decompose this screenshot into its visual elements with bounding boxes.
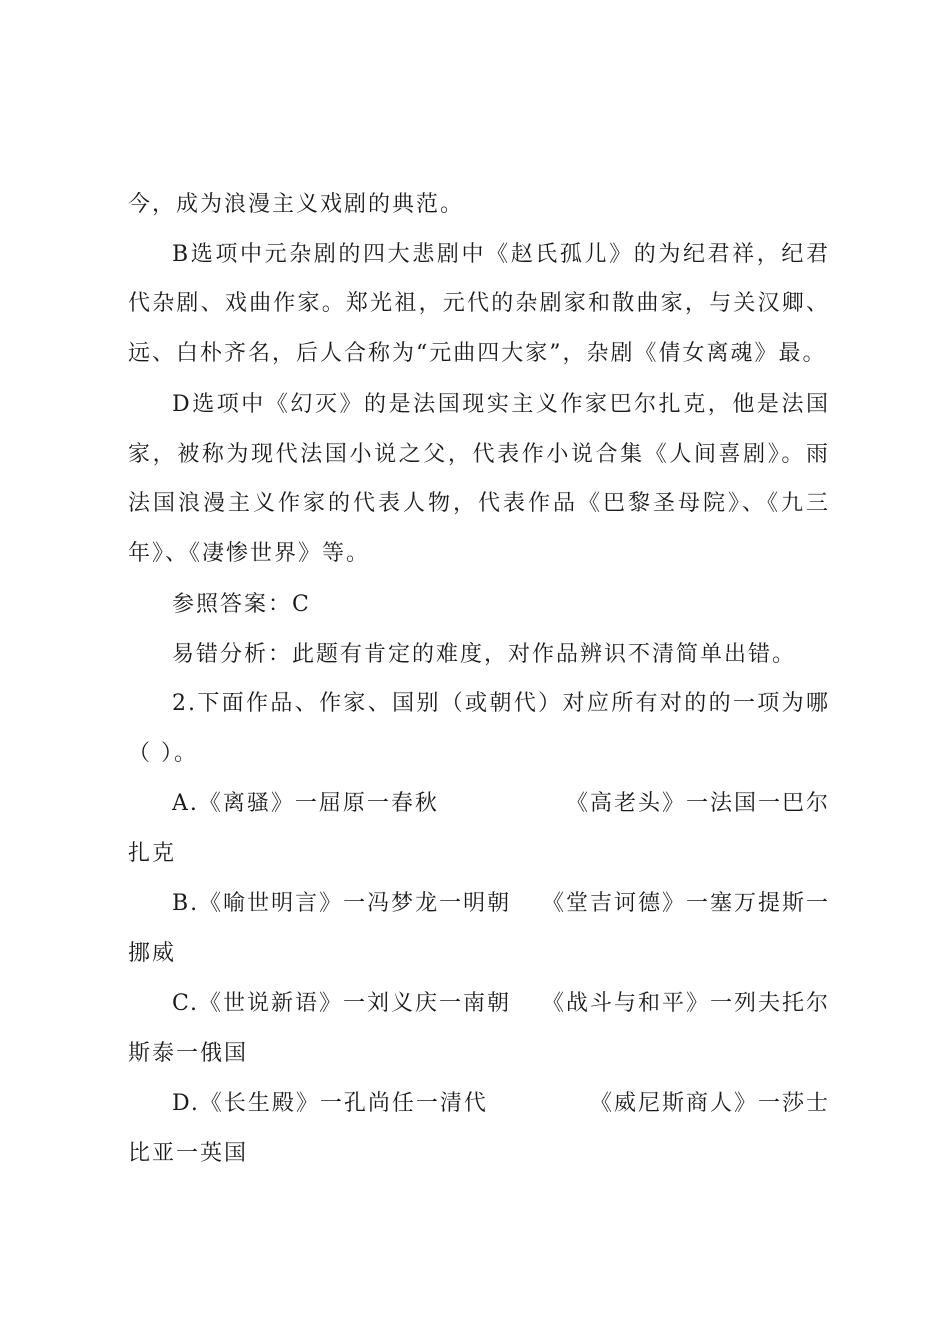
- option-a-right: 《高老头》一法国一巴尔: [565, 791, 830, 816]
- option-b: [0, 879, 950, 929]
- option-c: [0, 979, 950, 1029]
- paragraph-line: 年》、《凄惨世界》等。: [128, 541, 371, 566]
- paragraph-line: 法国浪漫主义作家的代表人物，代表作品《巴黎圣母院》、《九三: [128, 491, 830, 516]
- option-d-continuation: 比亚一英国: [128, 1141, 249, 1166]
- option-c-right: 《战斗与和平》一列夫托尔: [541, 991, 830, 1016]
- question-stem: 2.下面作品、作家、国别（或朝代）对应所有对的的一项为哪: [172, 691, 830, 716]
- option-c-continuation: 斯泰一俄国: [128, 1041, 249, 1066]
- reference-answer: 参照答案：C: [172, 592, 311, 617]
- paragraph-line: 今，成为浪漫主义戏剧的典范。: [128, 192, 465, 217]
- question-stem: （ ）。: [128, 741, 198, 766]
- option-a-left: A.《离骚》一屈原一春秋: [172, 791, 439, 816]
- option-d: [0, 1079, 950, 1129]
- paragraph-line: 家，被称为现代法国小说之父，代表作小说合集《人间喜剧》。雨: [128, 442, 830, 467]
- option-d-right: 《威尼斯商人》一莎士: [589, 1091, 830, 1116]
- option-c-left: C.《世说新语》一刘义庆一南朝: [172, 991, 512, 1016]
- paragraph-line: 远、白朴齐名，后人合称为“元曲四大家”，杂剧《倩女离魂》最。: [128, 341, 827, 366]
- paragraph-line: 代杂剧、戏曲作家。郑光祖，元代的杂剧家和散曲家，与关汉卿、: [128, 291, 830, 316]
- paragraph-line: B选项中元杂剧的四大悲剧中《赵氏孤儿》的为纪君祥，纪君: [172, 242, 830, 267]
- option-d-left: D.《长生殿》一孔尚任一清代: [172, 1091, 488, 1116]
- option-b-right: 《堂吉诃德》一塞万提斯一: [541, 891, 830, 916]
- option-b-left: B.《喻世明言》一冯梦龙一明朝: [172, 891, 512, 916]
- option-a-continuation: 扎克: [128, 841, 177, 866]
- option-b-continuation: 挪威: [128, 941, 177, 966]
- option-a: [0, 779, 950, 829]
- error-analysis: 易错分析：此题有肯定的难度，对作品辨识不清简单出错。: [172, 642, 797, 667]
- paragraph-line: D选项中《幻灭》的是法国现实主义作家巴尔扎克，他是法国: [172, 392, 830, 417]
